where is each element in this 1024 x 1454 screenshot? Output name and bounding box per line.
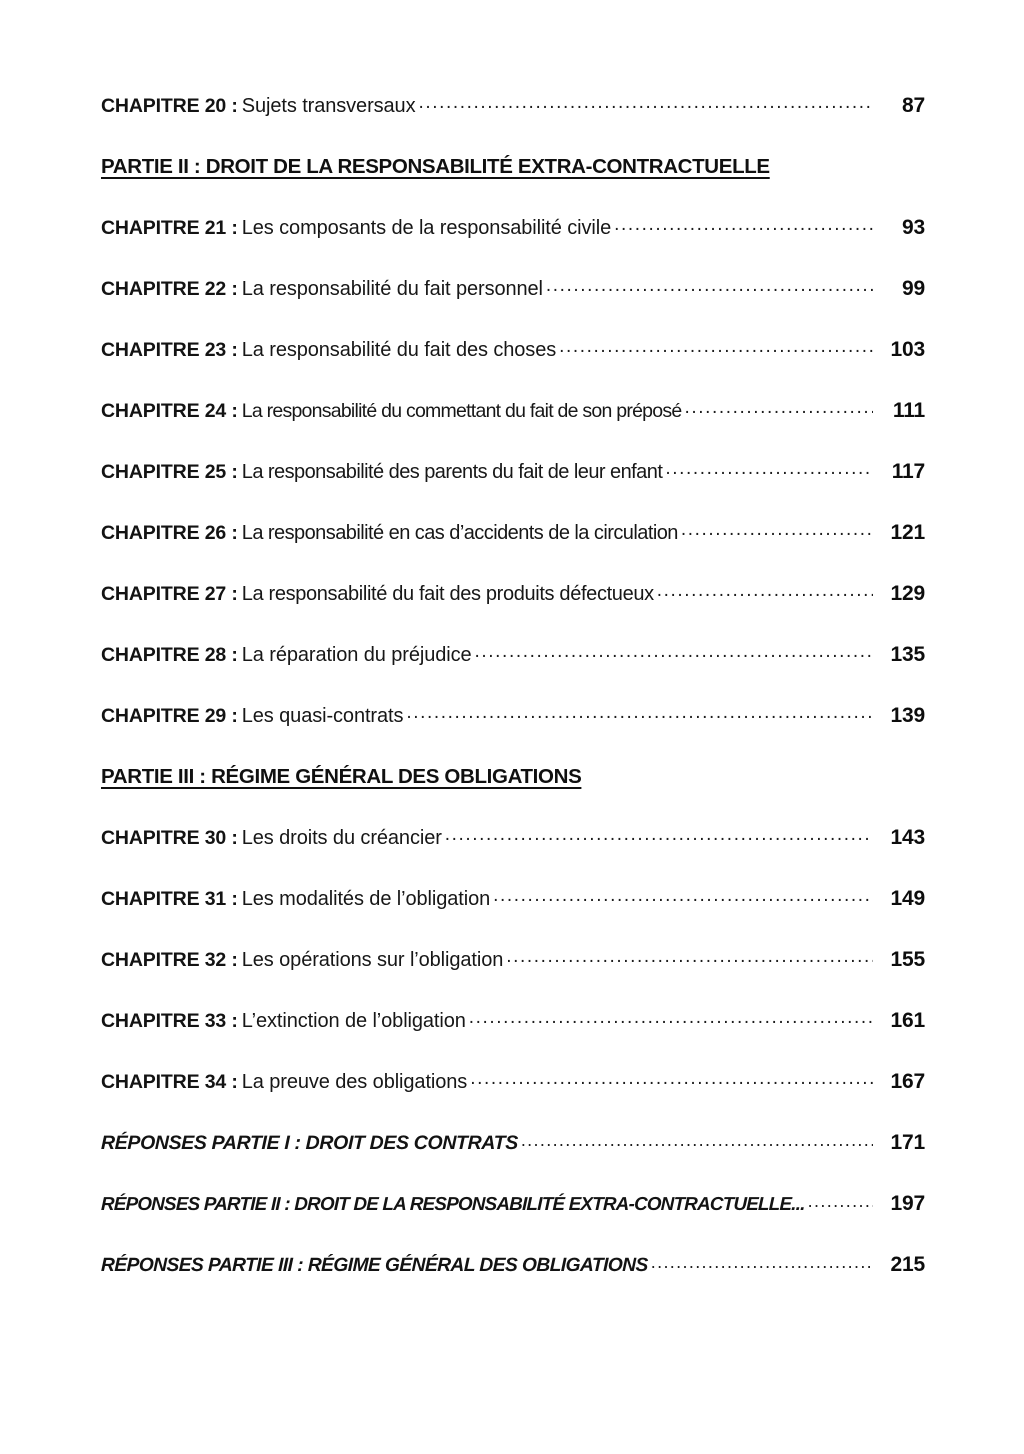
toc-entry-chapitre-33[interactable] [101,1009,925,1070]
toc-entry-title: Les droits du créancier [241,827,442,849]
dot-leader [684,401,873,417]
toc-entry-page-number: 215 [890,1253,925,1276]
toc-entry-page-number: 121 [890,521,925,544]
toc-entry-reponses-partie-i[interactable] [101,1131,925,1192]
toc-entry-chapitre-32[interactable] [101,948,925,1009]
toc-entry-label: RÉPONSES PARTIE I : DROIT DES CONTRATS [100,1132,519,1154]
toc-entry-page-number: 135 [890,643,925,666]
toc-entry-title: Les modalités de l’obligation [241,888,491,910]
dot-leader [406,706,873,722]
toc-entry-page-number: 171 [890,1131,925,1154]
toc-entry-page-number: 103 [890,338,925,361]
toc-entry-title: La responsabilité du fait personnel [241,278,543,300]
toc-entry-chapitre-28[interactable] [101,643,925,704]
toc-entry-reponses-partie-iii[interactable] [101,1253,925,1314]
toc-entry-label: RÉPONSES PARTIE III : RÉGIME GÉNÉRAL DES OBLIGATIONS [100,1255,648,1276]
toc-entry-reponses-partie-ii[interactable] [101,1192,925,1253]
toc-entry-page-number: 143 [890,826,925,849]
toc-entry-label: CHAPITRE 33 : [101,1010,238,1032]
toc-entry-label: CHAPITRE 22 : [101,278,238,300]
toc-entry-page-number: 161 [890,1009,925,1032]
dot-leader [521,1133,873,1149]
toc-entry-chapitre-31[interactable] [101,887,925,948]
toc-entry-title: La responsabilité du fait des choses [241,339,557,361]
toc-entry-page-number: 129 [890,582,925,605]
toc-entry-chapitre-24[interactable] [101,399,925,460]
toc-entry-label: CHAPITRE 32 : [101,949,238,971]
dot-leader [614,218,873,234]
toc-entry-page-number: 167 [890,1070,925,1093]
toc-entry-chapitre-30[interactable] [101,826,925,887]
toc-entry-chapitre-20[interactable] [101,94,925,155]
toc-entry-chapitre-23[interactable] [101,338,925,399]
toc-entry-page-number: 139 [890,704,925,727]
toc-entry-title: La responsabilité des parents du fait de leur enfant [241,461,663,483]
toc-entry-label: CHAPITRE 30 : [101,827,238,849]
toc-entry-chapitre-27[interactable] [101,582,925,643]
toc-entry-label: RÉPONSES PARTIE II : DROIT DE LA RESPONSABILITÉ EXTRA-CONTRACTUELLE... [100,1193,805,1214]
toc-entry-page-number: 87 [902,94,925,117]
toc-entry-title: Les quasi-contrats [241,705,404,727]
toc-entry-title: La réparation du préjudice [241,644,472,666]
toc-entry-title: Les opérations sur l’obligation [241,949,504,971]
toc-entry-title: La preuve des obligations [241,1071,468,1093]
toc-entry-label: CHAPITRE 26 : [101,522,238,544]
toc-entry-label: CHAPITRE 28 : [101,644,238,666]
dot-leader [470,1072,873,1088]
toc-entry-title: La responsabilité du commettant du fait de son préposé [241,400,682,422]
dot-leader [419,96,874,112]
toc-entry-title: Sujets transversaux [241,95,416,117]
toc-entry-chapitre-29[interactable] [101,704,925,765]
toc-entry-label: CHAPITRE 25 : [101,461,238,483]
toc-entry-label: CHAPITRE 23 : [101,339,238,361]
dot-leader [445,828,873,844]
toc-entry-page-number: 149 [890,887,925,910]
toc-part-heading-partie-iii[interactable] [101,765,925,826]
toc-entry-page-number: 197 [890,1192,925,1215]
dot-leader [665,462,873,478]
toc-entry-page-number: 111 [892,399,925,422]
dot-leader [559,340,873,356]
dot-leader [469,1011,873,1027]
toc-entry-label: CHAPITRE 31 : [101,888,238,910]
toc-entry-title: L’extinction de l’obligation [241,1010,466,1032]
toc-entry-chapitre-26[interactable] [101,521,925,582]
dot-leader [808,1194,873,1210]
toc-part-heading-partie-ii[interactable] [101,155,925,216]
toc-entry-chapitre-25[interactable] [101,460,925,521]
toc-entry-page-number: 99 [902,277,925,300]
toc-entry-page-number: 93 [902,216,925,239]
toc-entry-label: CHAPITRE 20 : [101,95,238,117]
dot-leader [506,950,873,966]
dot-leader [493,889,873,905]
dot-leader [681,523,873,539]
part-heading-text: PARTIE III : RÉGIME GÉNÉRAL DES OBLIGATIONS [101,765,582,788]
toc-entry-label: CHAPITRE 24 : [101,400,238,422]
dot-leader [651,1255,873,1271]
toc-entry-label: CHAPITRE 21 : [101,217,238,239]
dot-leader [546,279,873,295]
toc-entry-label: CHAPITRE 27 : [101,583,238,605]
toc-entry-label: CHAPITRE 29 : [101,705,238,727]
toc-entry-page-number: 117 [891,460,925,483]
dot-leader [657,584,873,600]
toc-entry-title: Les composants de la responsabilité civile [241,217,612,239]
toc-entry-chapitre-22[interactable] [101,277,925,338]
part-heading-text: PARTIE II : DROIT DE LA RESPONSABILITÉ EXTRA-CONTRACTUELLE [101,155,770,178]
toc-entry-chapitre-34[interactable] [101,1070,925,1131]
toc-entry-chapitre-21[interactable] [101,216,925,277]
table-of-contents [101,94,925,1314]
toc-entry-label: CHAPITRE 34 : [101,1071,238,1093]
toc-entry-title: La responsabilité du fait des produits défectueux [241,583,654,605]
dot-leader [475,645,873,661]
toc-entry-page-number: 155 [890,948,925,971]
toc-entry-title: La responsabilité en cas d’accidents de la circulation [241,522,678,544]
